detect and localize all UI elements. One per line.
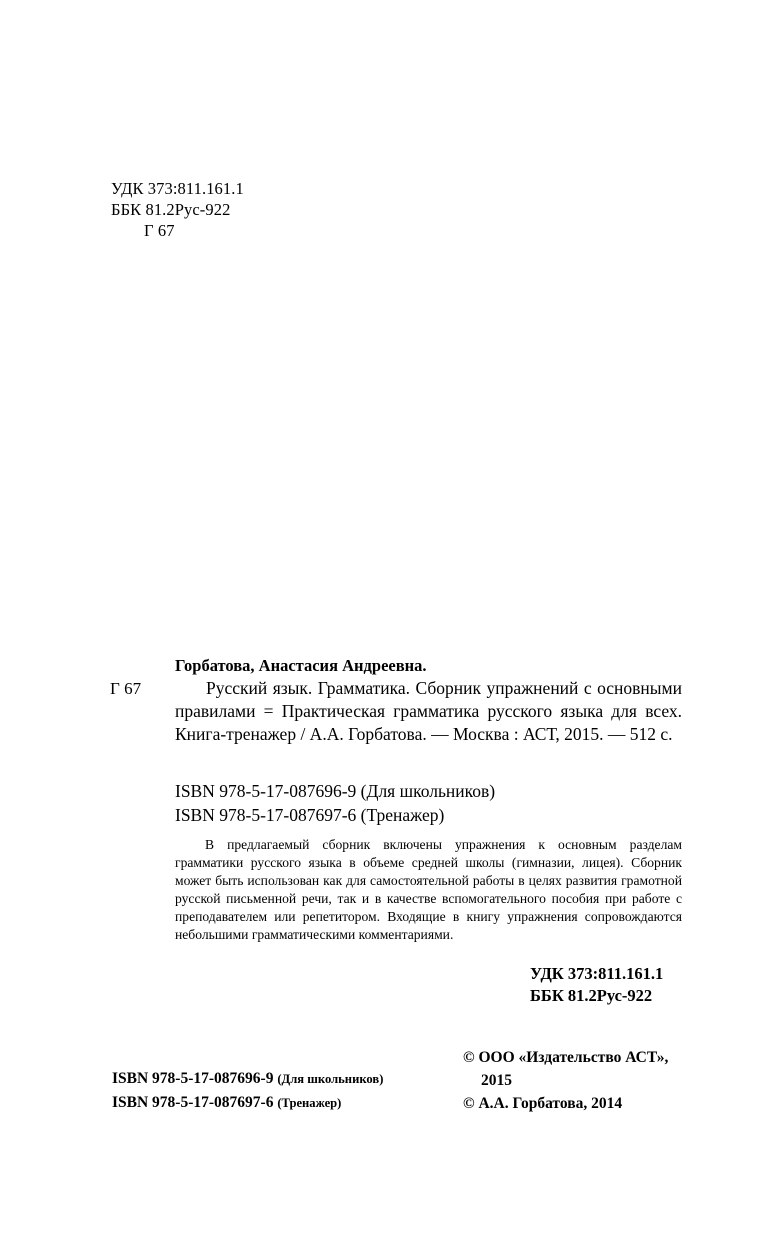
isbn-bottom-number-2: ISBN 978-5-17-087697-6 (112, 1094, 274, 1111)
isbn-bottom-qualifier-2: (Тренажер) (277, 1096, 342, 1110)
isbn-bottom-block (112, 1067, 383, 1115)
classification-bottom-block (530, 963, 663, 1006)
entry-shelf-marker: Г 67 (110, 679, 142, 698)
annotation-paragraph: В предлагаемый сборник включены упражнения к основным разделам грамматики русского языка в объеме средней школы (гимназии, лицея). Сборник может быть использован как для самостоятельной работы в целях развития грамотной русской письменной речи, так и в качестве вспомогательного пособия при работе с преподавателем или репетитором. Входящие в книгу упражнения сопровождаются небольшими грамматическими комментариями. (175, 837, 682, 943)
bbk-code-bottom: ББК 81.2Рус-922 (530, 985, 653, 1005)
copyright-author: © А.А. Горбатова, 2014 (463, 1095, 623, 1112)
copyright-block (463, 1046, 668, 1115)
author-code-top: Г 67 (144, 221, 175, 240)
copyright-publisher-year: 2015 (481, 1072, 512, 1089)
udk-code-bottom: УДК 373:811.161.1 (530, 964, 664, 983)
isbn-bottom-qualifier-1: (Для школьников) (277, 1072, 384, 1086)
udk-code-top: УДК 373:811.161.1 (111, 179, 244, 198)
entry-author-name: Горбатова, Анастасия Андреевна. (175, 656, 427, 675)
copyright-publisher: © ООО «Издательство АСТ», (463, 1049, 669, 1066)
isbn-middle-line-2: ISBN 978-5-17-087697-6 (Тренажер) (175, 804, 445, 825)
bibliographic-entry (175, 655, 682, 747)
isbn-bottom-row-1 (112, 1067, 383, 1091)
isbn-middle-block (175, 780, 495, 827)
isbn-bottom-row-2 (112, 1091, 383, 1115)
isbn-middle-line-1: ISBN 978-5-17-087696-9 (Для школьников) (175, 781, 496, 801)
bbk-code-top: ББК 81.2Рус-922 (111, 200, 231, 219)
isbn-bottom-number-1: ISBN 978-5-17-087696-9 (112, 1070, 274, 1087)
classification-top-block (111, 178, 244, 241)
entry-description: Русский язык. Грамматика. Сборник упражнений с основными правилами = Практическая грамматика русского языка для всех. Книга-тренажер / А.А. Горбатова. — Москва : АСТ, 2015. — 512 с. (175, 678, 682, 745)
